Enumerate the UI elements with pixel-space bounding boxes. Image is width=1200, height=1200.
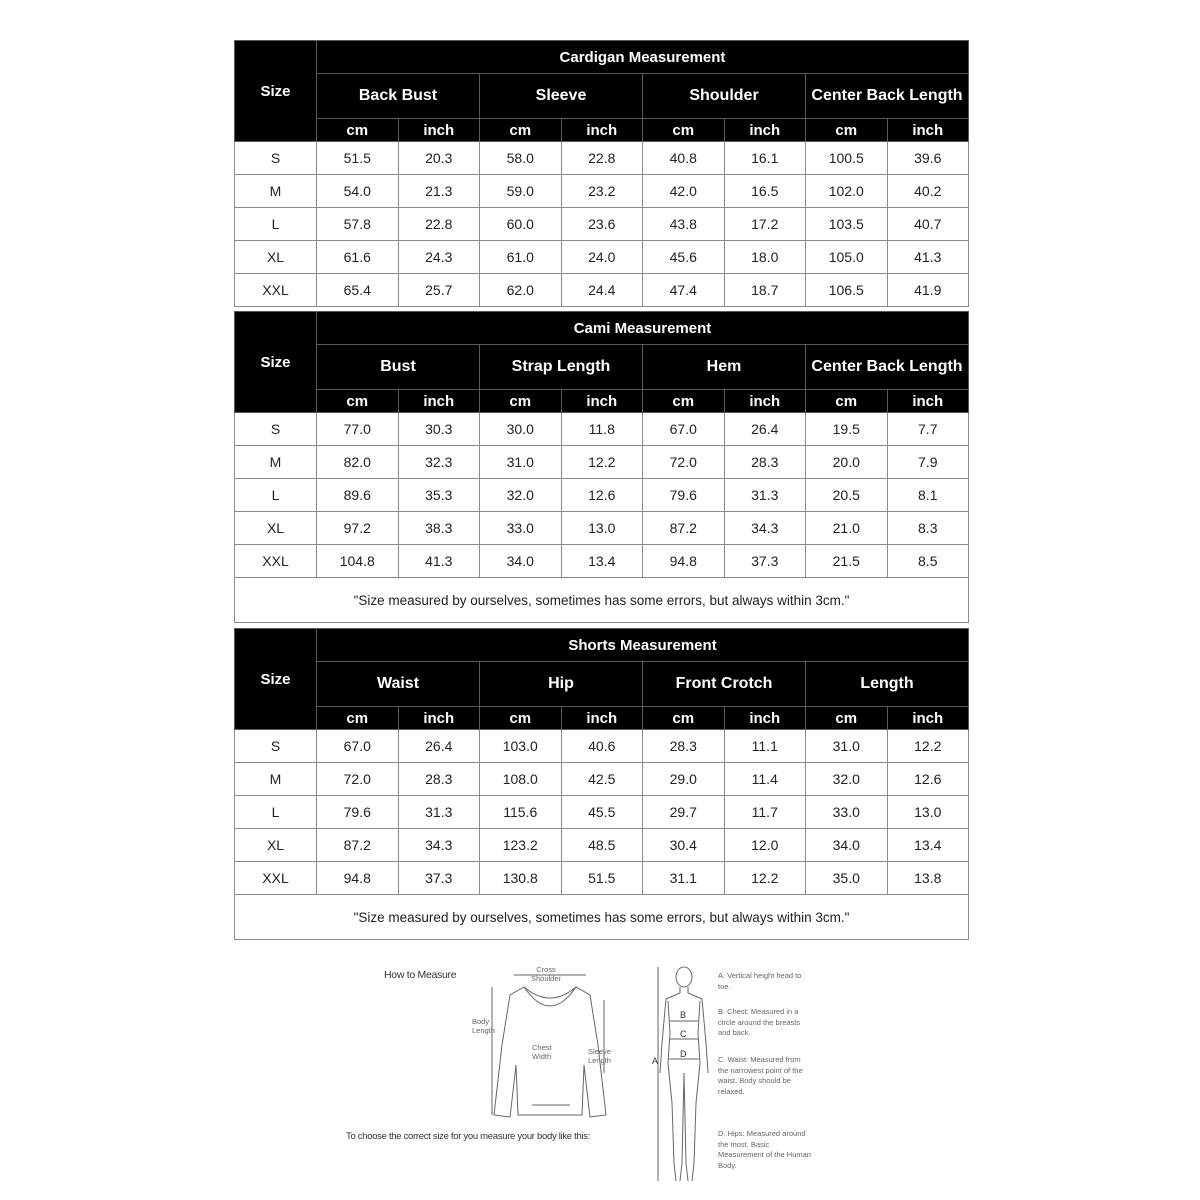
value-cell: 123.2 <box>480 829 562 862</box>
value-cell: 13.0 <box>887 796 969 829</box>
table-row <box>235 413 969 446</box>
value-cell: 41.3 <box>887 241 969 274</box>
value-cell: 42.5 <box>561 763 643 796</box>
table-title: Cardigan Measurement <box>317 41 969 74</box>
table-row <box>235 512 969 545</box>
body-letter-c: C <box>680 1029 687 1039</box>
value-cell: 72.0 <box>317 763 399 796</box>
value-cell: 31.1 <box>643 862 725 895</box>
size-cell: L <box>235 796 317 829</box>
value-cell: 13.0 <box>561 512 643 545</box>
value-cell: 13.8 <box>887 862 969 895</box>
value-cell: 43.8 <box>643 208 725 241</box>
size-header: Size <box>235 629 317 730</box>
table-title: Cami Measurement <box>317 312 969 345</box>
unit-header: cm <box>643 390 725 413</box>
table-row <box>235 175 969 208</box>
table-row <box>235 479 969 512</box>
size-cell: S <box>235 413 317 446</box>
value-cell: 102.0 <box>806 175 888 208</box>
unit-header: inch <box>887 119 969 142</box>
value-cell: 106.5 <box>806 274 888 307</box>
group-header: Length <box>806 662 969 707</box>
value-cell: 28.3 <box>724 446 806 479</box>
how-to-measure <box>234 955 969 1190</box>
value-cell: 94.8 <box>643 545 725 578</box>
value-cell: 58.0 <box>480 142 562 175</box>
value-cell: 25.7 <box>398 274 480 307</box>
how-to-title: How to Measure <box>384 969 457 981</box>
value-cell: 31.3 <box>398 796 480 829</box>
value-cell: 42.0 <box>643 175 725 208</box>
value-cell: 103.0 <box>480 730 562 763</box>
value-cell: 72.0 <box>643 446 725 479</box>
value-cell: 8.1 <box>887 479 969 512</box>
value-cell: 26.4 <box>724 413 806 446</box>
table-body <box>235 730 969 895</box>
value-cell: 57.8 <box>317 208 399 241</box>
value-cell: 104.8 <box>317 545 399 578</box>
value-cell: 29.0 <box>643 763 725 796</box>
group-header: Back Bust <box>317 74 480 119</box>
value-cell: 87.2 <box>317 829 399 862</box>
group-header: Shoulder <box>643 74 806 119</box>
cardigan-table <box>234 40 969 307</box>
value-cell: 12.6 <box>561 479 643 512</box>
body-figure-diagram <box>654 963 714 1188</box>
value-cell: 37.3 <box>724 545 806 578</box>
value-cell: 13.4 <box>887 829 969 862</box>
value-cell: 97.2 <box>317 512 399 545</box>
value-cell: 65.4 <box>317 274 399 307</box>
size-cell: XXL <box>235 545 317 578</box>
value-cell: 59.0 <box>480 175 562 208</box>
unit-header: inch <box>398 119 480 142</box>
body-letter-b: B <box>680 1010 687 1020</box>
value-cell: 87.2 <box>643 512 725 545</box>
value-cell: 35.3 <box>398 479 480 512</box>
unit-header: cm <box>480 390 562 413</box>
table-row <box>235 208 969 241</box>
value-cell: 31.0 <box>480 446 562 479</box>
value-cell: 24.4 <box>561 274 643 307</box>
value-cell: 8.3 <box>887 512 969 545</box>
value-cell: 29.7 <box>643 796 725 829</box>
value-cell: 115.6 <box>480 796 562 829</box>
group-header: Waist <box>317 662 480 707</box>
group-header: Hem <box>643 345 806 390</box>
value-cell: 26.4 <box>398 730 480 763</box>
value-cell: 20.5 <box>806 479 888 512</box>
value-cell: 32.3 <box>398 446 480 479</box>
unit-header: cm <box>806 707 888 730</box>
unit-header: inch <box>398 390 480 413</box>
group-header: Center Back Length <box>806 74 969 119</box>
value-cell: 89.6 <box>317 479 399 512</box>
measurement-note: "Size measured by ourselves, sometimes has some errors, but always within 3cm." <box>235 578 969 623</box>
body-length-label: Body Length <box>472 1017 495 1035</box>
size-header: Size <box>235 312 317 413</box>
chest-width-label: Chest Width <box>532 1043 552 1061</box>
size-cell: S <box>235 142 317 175</box>
value-cell: 51.5 <box>317 142 399 175</box>
table-row <box>235 862 969 895</box>
value-cell: 47.4 <box>643 274 725 307</box>
group-header: Front Crotch <box>643 662 806 707</box>
size-cell: L <box>235 208 317 241</box>
size-cell: M <box>235 763 317 796</box>
value-cell: 28.3 <box>643 730 725 763</box>
cross-shoulder-label: Cross Shoulder <box>530 965 562 983</box>
value-cell: 108.0 <box>480 763 562 796</box>
value-cell: 100.5 <box>806 142 888 175</box>
unit-header: inch <box>561 119 643 142</box>
value-cell: 8.5 <box>887 545 969 578</box>
value-cell: 31.0 <box>806 730 888 763</box>
value-cell: 130.8 <box>480 862 562 895</box>
value-cell: 67.0 <box>643 413 725 446</box>
value-cell: 34.0 <box>480 545 562 578</box>
table-title: Shorts Measurement <box>317 629 969 662</box>
value-cell: 34.3 <box>398 829 480 862</box>
value-cell: 103.5 <box>806 208 888 241</box>
value-cell: 12.0 <box>724 829 806 862</box>
unit-header: inch <box>398 707 480 730</box>
value-cell: 54.0 <box>317 175 399 208</box>
unit-header: cm <box>643 119 725 142</box>
measurement-note: "Size measured by ourselves, sometimes has some errors, but always within 3cm." <box>235 895 969 940</box>
value-cell: 21.5 <box>806 545 888 578</box>
value-cell: 7.9 <box>887 446 969 479</box>
table-row <box>235 730 969 763</box>
value-cell: 67.0 <box>317 730 399 763</box>
table-row <box>235 796 969 829</box>
value-cell: 18.0 <box>724 241 806 274</box>
unit-header: cm <box>806 390 888 413</box>
cami-table <box>234 311 969 623</box>
value-cell: 40.8 <box>643 142 725 175</box>
table-row <box>235 241 969 274</box>
value-cell: 7.7 <box>887 413 969 446</box>
value-cell: 61.6 <box>317 241 399 274</box>
value-cell: 11.4 <box>724 763 806 796</box>
value-cell: 37.3 <box>398 862 480 895</box>
group-header: Sleeve <box>480 74 643 119</box>
value-cell: 28.3 <box>398 763 480 796</box>
table-row <box>235 142 969 175</box>
sleeve-length-label: Sleeve Length <box>588 1047 611 1065</box>
value-cell: 40.6 <box>561 730 643 763</box>
value-cell: 13.4 <box>561 545 643 578</box>
value-cell: 33.0 <box>806 796 888 829</box>
value-cell: 62.0 <box>480 274 562 307</box>
table-row <box>235 829 969 862</box>
unit-header: inch <box>561 390 643 413</box>
unit-header: cm <box>643 707 725 730</box>
value-cell: 30.0 <box>480 413 562 446</box>
value-cell: 60.0 <box>480 208 562 241</box>
value-cell: 23.6 <box>561 208 643 241</box>
value-cell: 51.5 <box>561 862 643 895</box>
value-cell: 79.6 <box>317 796 399 829</box>
value-cell: 45.5 <box>561 796 643 829</box>
value-cell: 40.2 <box>887 175 969 208</box>
unit-header: cm <box>317 390 399 413</box>
value-cell: 22.8 <box>398 208 480 241</box>
annotation-c: C. Waist: Measured from the narrowest point of the waist. Body should be relaxed. <box>718 1055 803 1096</box>
size-cell: L <box>235 479 317 512</box>
value-cell: 16.1 <box>724 142 806 175</box>
value-cell: 32.0 <box>480 479 562 512</box>
value-cell: 11.8 <box>561 413 643 446</box>
value-cell: 31.3 <box>724 479 806 512</box>
value-cell: 22.8 <box>561 142 643 175</box>
size-header: Size <box>235 41 317 142</box>
annotation-b: B. Chest: Measured in a circle around the breasts and back. <box>718 1007 801 1037</box>
size-cell: XL <box>235 829 317 862</box>
value-cell: 61.0 <box>480 241 562 274</box>
unit-header: inch <box>561 707 643 730</box>
value-cell: 12.2 <box>724 862 806 895</box>
unit-header: inch <box>724 119 806 142</box>
value-cell: 17.2 <box>724 208 806 241</box>
value-cell: 82.0 <box>317 446 399 479</box>
unit-header: cm <box>480 119 562 142</box>
unit-header: cm <box>317 707 399 730</box>
value-cell: 16.5 <box>724 175 806 208</box>
value-cell: 24.0 <box>561 241 643 274</box>
unit-header: inch <box>724 707 806 730</box>
unit-header: inch <box>887 707 969 730</box>
size-cell: M <box>235 446 317 479</box>
table-body <box>235 413 969 578</box>
value-cell: 20.3 <box>398 142 480 175</box>
table-row <box>235 446 969 479</box>
value-cell: 19.5 <box>806 413 888 446</box>
value-cell: 11.1 <box>724 730 806 763</box>
group-header: Center Back Length <box>806 345 969 390</box>
table-body <box>235 142 969 307</box>
body-letter-d: D <box>680 1049 687 1059</box>
how-to-footer: To choose the correct size for you measure your body like this: <box>346 1131 591 1142</box>
value-cell: 23.2 <box>561 175 643 208</box>
value-cell: 21.0 <box>806 512 888 545</box>
value-cell: 11.7 <box>724 796 806 829</box>
unit-header: inch <box>724 390 806 413</box>
group-header: Bust <box>317 345 480 390</box>
value-cell: 32.0 <box>806 763 888 796</box>
value-cell: 77.0 <box>317 413 399 446</box>
annotation-a: A. Vertical height head to toe. <box>718 971 802 991</box>
table-row <box>235 274 969 307</box>
annotation-d: D. Hips: Measured around the most. Basic Measurement of the Human Body. <box>718 1129 811 1170</box>
value-cell: 41.3 <box>398 545 480 578</box>
value-cell: 40.7 <box>887 208 969 241</box>
value-cell: 38.3 <box>398 512 480 545</box>
value-cell: 30.3 <box>398 413 480 446</box>
value-cell: 20.0 <box>806 446 888 479</box>
size-cell: XXL <box>235 274 317 307</box>
size-cell: XL <box>235 512 317 545</box>
size-cell: S <box>235 730 317 763</box>
value-cell: 21.3 <box>398 175 480 208</box>
group-header: Strap Length <box>480 345 643 390</box>
value-cell: 45.6 <box>643 241 725 274</box>
unit-header: cm <box>480 707 562 730</box>
value-cell: 94.8 <box>317 862 399 895</box>
size-cell: XL <box>235 241 317 274</box>
unit-header: cm <box>317 119 399 142</box>
unit-header: inch <box>887 390 969 413</box>
shorts-table <box>234 628 969 940</box>
value-cell: 39.6 <box>887 142 969 175</box>
size-cell: M <box>235 175 317 208</box>
value-cell: 18.7 <box>724 274 806 307</box>
value-cell: 48.5 <box>561 829 643 862</box>
size-cell: XXL <box>235 862 317 895</box>
value-cell: 12.2 <box>561 446 643 479</box>
value-cell: 34.0 <box>806 829 888 862</box>
table-row <box>235 545 969 578</box>
value-cell: 30.4 <box>643 829 725 862</box>
value-cell: 41.9 <box>887 274 969 307</box>
value-cell: 35.0 <box>806 862 888 895</box>
value-cell: 79.6 <box>643 479 725 512</box>
value-cell: 105.0 <box>806 241 888 274</box>
value-cell: 24.3 <box>398 241 480 274</box>
unit-header: cm <box>806 119 888 142</box>
group-header: Hip <box>480 662 643 707</box>
value-cell: 12.6 <box>887 763 969 796</box>
body-letter-a: A <box>652 1056 659 1066</box>
value-cell: 34.3 <box>724 512 806 545</box>
value-cell: 33.0 <box>480 512 562 545</box>
table-row <box>235 763 969 796</box>
value-cell: 12.2 <box>887 730 969 763</box>
